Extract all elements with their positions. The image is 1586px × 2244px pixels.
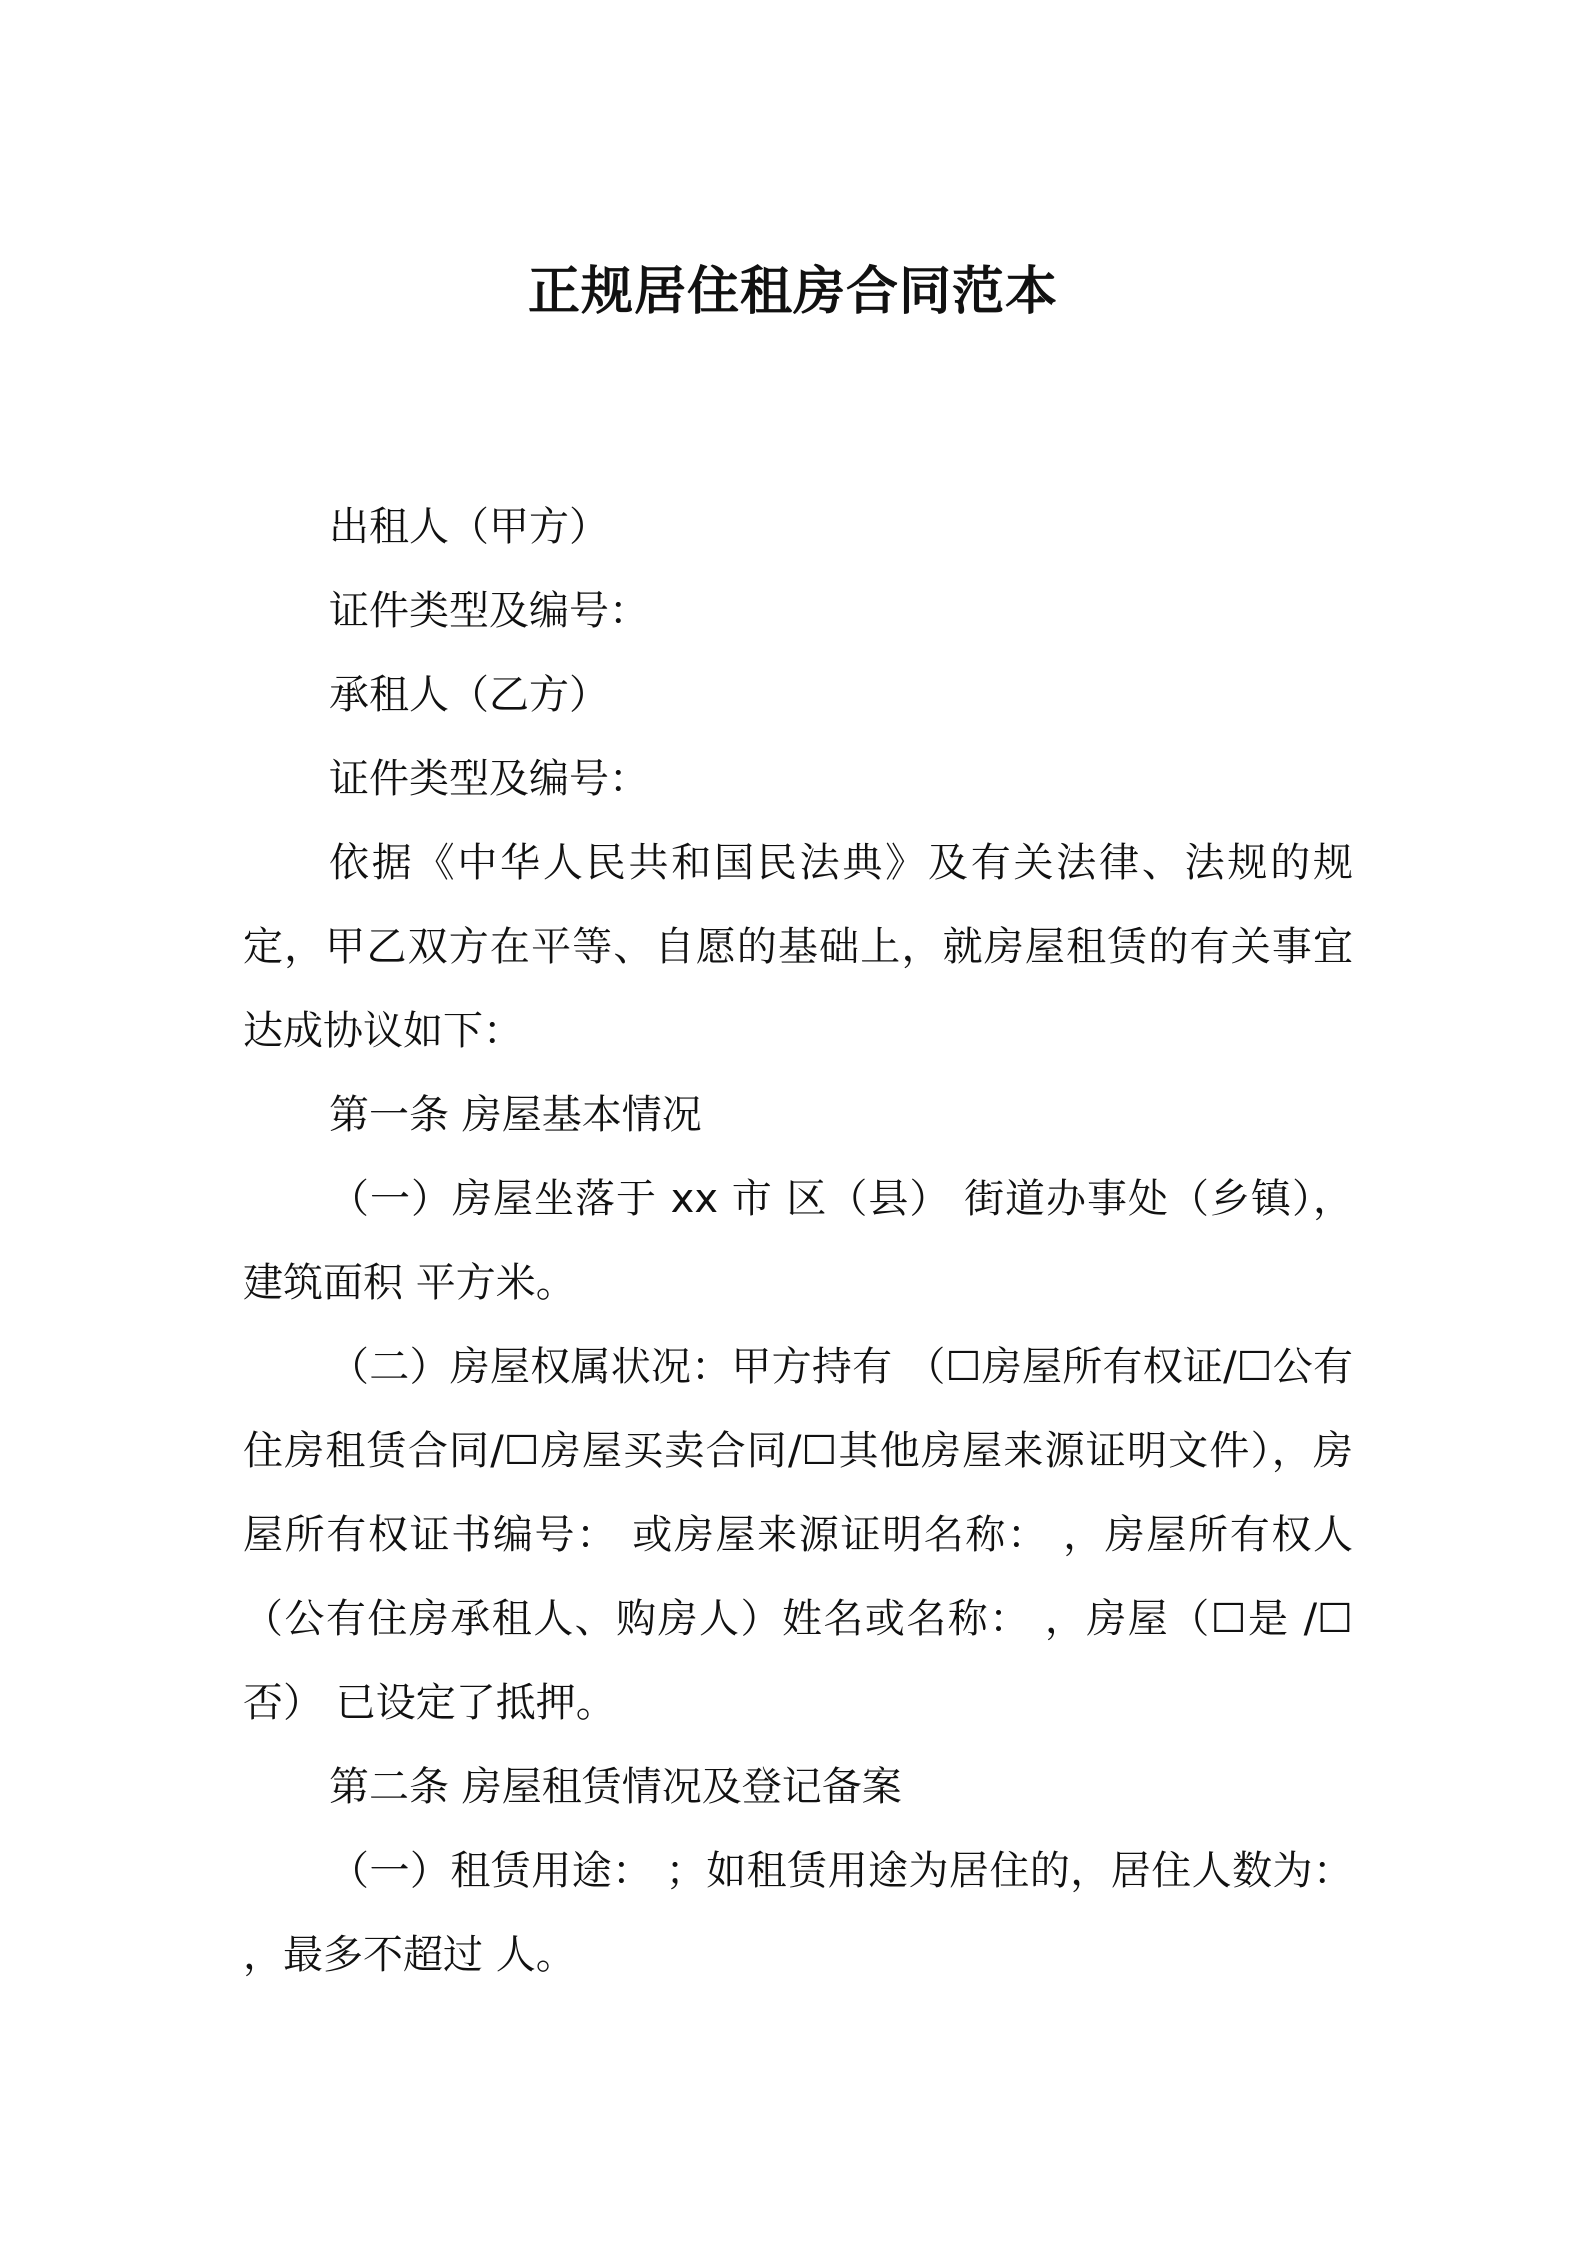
article-1-heading: 第一条 房屋基本情况 xyxy=(329,1092,702,1138)
intro-paragraph: 依据《中华人民共和国民法典》及有关法律、法规的规定，甲乙双方在平等、自愿的基础上，就房屋租赁的有关事宜达成协议如下： xyxy=(243,840,1353,1054)
article-1-clause-2: （二）房屋权属状况：甲方持有 （☐房屋所有权证/☐公有住房租赁合同/☐房屋买卖合同/☐其他房屋来源证明文件），房屋所有权证书编号： 或房屋来源证明名称： ，房屋所有权人（公有住房承租人、购房人）姓名或名称： ，房屋（☐是 /☐否） 已设定了抵押。 xyxy=(243,1344,1353,1726)
document-title: 正规居住租房合同范本 xyxy=(527,262,1058,322)
lessor-id-line: 证件类型及编号： xyxy=(329,588,649,634)
article-1-clause-1: （一）房屋坐落于 xx 市 区（县） 街道办事处（乡镇），建筑面积 平方米。 xyxy=(243,1176,1353,1306)
lessee-id-line: 证件类型及编号： xyxy=(329,756,649,802)
lessor-line: 出租人（甲方） xyxy=(329,504,609,550)
document-body xyxy=(243,485,1353,1997)
article-2-heading: 第二条 房屋租赁情况及登记备案 xyxy=(329,1764,902,1810)
lessee-line: 承租人（乙方） xyxy=(329,672,609,718)
article-2-clause-1: （一）租赁用途： ；如租赁用途为居住的，居住人数为： ，最多不超过 人。 xyxy=(243,1848,1353,1978)
